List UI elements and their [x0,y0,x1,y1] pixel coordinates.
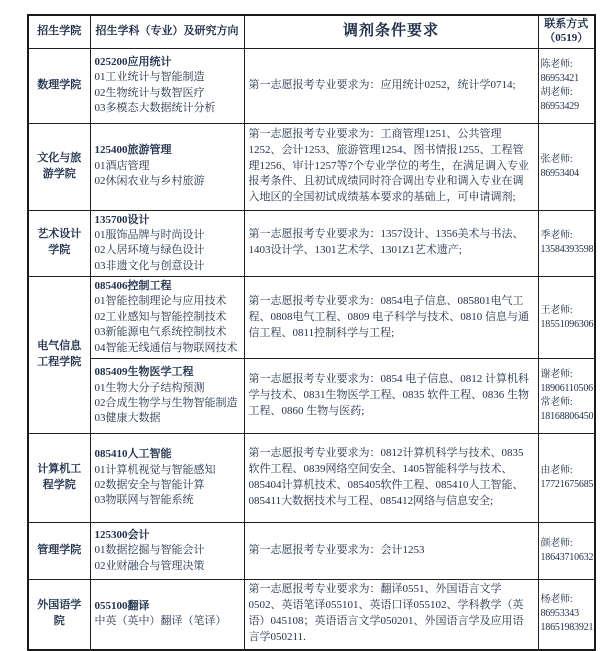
table-row [28,434,595,523]
table-row [28,277,595,359]
major-code: 135700设计 [94,213,150,226]
major-direction: 02业财融合与管理决策 [94,559,205,572]
header-contact [538,15,595,48]
college-cell: 计算机工程学院 [28,434,90,523]
table-row [28,580,595,650]
requirement-cell: 第一志愿报考专业要求为：0812计算机科学与技术、0835软件工程、0839网络空间安全、1405智能科学与技术、085404计算机技术、085405软件工程、085410人工智能、085411大数据技术与工程、085412网络与信息安全; [244,434,538,523]
table-row [28,210,595,277]
major-cell [90,580,244,650]
major-direction: 01数据挖掘与智能会计 [94,544,205,557]
table-row [28,359,595,434]
major-direction: 01计算机视觉与智能感知 [94,463,216,476]
college-cell: 管理学院 [28,523,90,580]
requirement-cell: 第一志愿报考专业要求为：会计1253 [244,523,538,580]
major-code: 125400旅游管理 [94,144,172,157]
table-row [28,523,595,580]
requirement-cell: 第一志愿报考专业要求为：0854电子信息、085801电气工程、0808电气工程、0809 电子科学与技术、0810 信息与通信工程、0811控制科学与工程; [244,277,538,359]
table-header-row [28,15,595,48]
header-major: 招生学科（专业）及研究方向 [90,15,244,48]
contact-line: 王老师: [540,304,573,316]
contact-line: 86953404 [540,167,579,179]
contact-cell [538,434,595,523]
major-direction: 03物联网与智能系统 [94,494,194,507]
college-cell: 外国语学院 [28,580,90,650]
contact-line: 17721675685 [540,479,594,491]
major-cell [90,359,244,434]
contact-line: 颜老师: [540,538,573,550]
major-code: 025200应用统计 [94,55,172,68]
major-cell [90,210,244,277]
requirement-cell: 第一志愿报考专业要求为：0854 电子信息、0812 计算机科学与技术、0831生物医学工程、0835 软件工程、0836 生物工程、0860 生物与医药; [244,359,538,434]
contact-cell [538,523,595,580]
major-direction: 01智能控制理论与应用技术 [94,295,227,308]
header-contact-line1: 联系方式 [544,18,589,30]
contact-cell [538,277,595,359]
transfer-requirements-table [27,14,596,651]
major-direction: 02生物统计与数智医疗 [94,86,205,99]
contact-line: 86953429 [540,100,579,112]
contact-cell [538,580,595,650]
contact-cell [538,123,595,210]
major-direction: 01服饰品牌与时尚设计 [94,228,205,241]
major-direction: 中英（英中）翻译（笔译） [94,615,227,628]
major-direction: 03多模态大数据统计分析 [94,101,216,114]
major-direction: 02工业感知与智能控制技术 [94,310,227,323]
contact-cell [538,210,595,277]
major-direction: 02合成生物学与生物智能制造 [94,397,238,410]
college-cell: 文化与旅游学院 [28,123,90,210]
major-code: 125300会计 [94,528,150,541]
contact-line: 18651983921 [540,622,594,634]
major-cell [90,48,244,123]
contact-line: 由老师: [540,465,573,477]
contact-line: 常老师: [540,397,573,409]
requirement-cell: 第一志愿报考专业要求为：翻译0551、外国语言文学0502、英语笔译055101、英语口译055102、学科教学（英语）045108；英语语言文学050201、外国语言学及应用语言学050211. [244,580,538,650]
major-cell [90,277,244,359]
contact-line: 胡老师: [540,86,573,98]
major-cell [90,523,244,580]
header-contact-line2: （0519） [544,31,589,44]
contact-cell [538,48,595,123]
requirement-cell: 第一志愿报考专业要求为：应用统计0252，统计学0714; [244,48,538,123]
contact-line: 86953343 [540,608,579,620]
contact-line: 杨老师: [540,594,573,606]
table-row [28,123,595,210]
contact-line: 13584393598 [540,244,594,256]
contact-line: 18643710632 [540,552,594,564]
major-code: 085406控制工程 [94,280,172,293]
contact-line: 18906110506 [540,383,593,395]
major-direction: 02数据安全与智能计算 [94,479,205,492]
header-college: 招生学院 [28,15,90,48]
contact-line: 季老师: [540,230,573,242]
major-direction: 03新能源电气系统控制技术 [94,326,227,339]
contact-line: 18168806450 [540,411,594,423]
major-direction: 01酒店管理 [94,159,150,172]
contact-line: 谢老师: [540,369,573,381]
major-direction: 01工业统计与智能制造 [94,71,205,84]
college-cell: 电气信息工程学院 [28,277,90,434]
college-cell: 艺术设计学院 [28,210,90,277]
college-cell: 数理学院 [28,48,90,123]
header-requirement: 调剂条件要求 [244,15,538,48]
major-code: 085409生物医学工程 [94,366,194,379]
major-code: 085410人工智能 [94,448,172,461]
contact-line: 86953421 [540,72,579,84]
contact-cell [538,359,595,434]
major-direction: 03健康大数据 [94,412,161,425]
major-direction: 02休闲农业与乡村旅游 [94,175,205,188]
contact-line: 陈老师: [540,58,573,70]
contact-line: 18551096306 [540,318,594,330]
major-cell [90,123,244,210]
major-direction: 02人居环境与绿色设计 [94,244,205,257]
requirement-cell: 第一志愿报考专业要求为：工商管理1251、公共管理1252、会计1253、旅游管理1254、图书情报1255、工程管理1256、审计1257等7个专业学位的考生，在满足调入专业报考条件、且初试成绩同时符合调出专业和调入专业在调入地区的全国初试成绩基本要求的基础上，可申请调剂; [244,123,538,210]
major-cell [90,434,244,523]
major-code: 055100翻译 [94,599,150,612]
requirement-cell: 第一志愿报考专业要求为：1357设计、1356美术与书法、1403设计学、1301艺术学、1301Z1艺术遗产; [244,210,538,277]
contact-line: 张老师: [540,153,573,165]
table-row [28,48,595,123]
major-direction: 01生物大分子结构预测 [94,381,205,394]
major-direction: 03非遗文化与创意设计 [94,259,205,272]
major-direction: 04智能无线通信与物联网技术 [94,341,238,354]
